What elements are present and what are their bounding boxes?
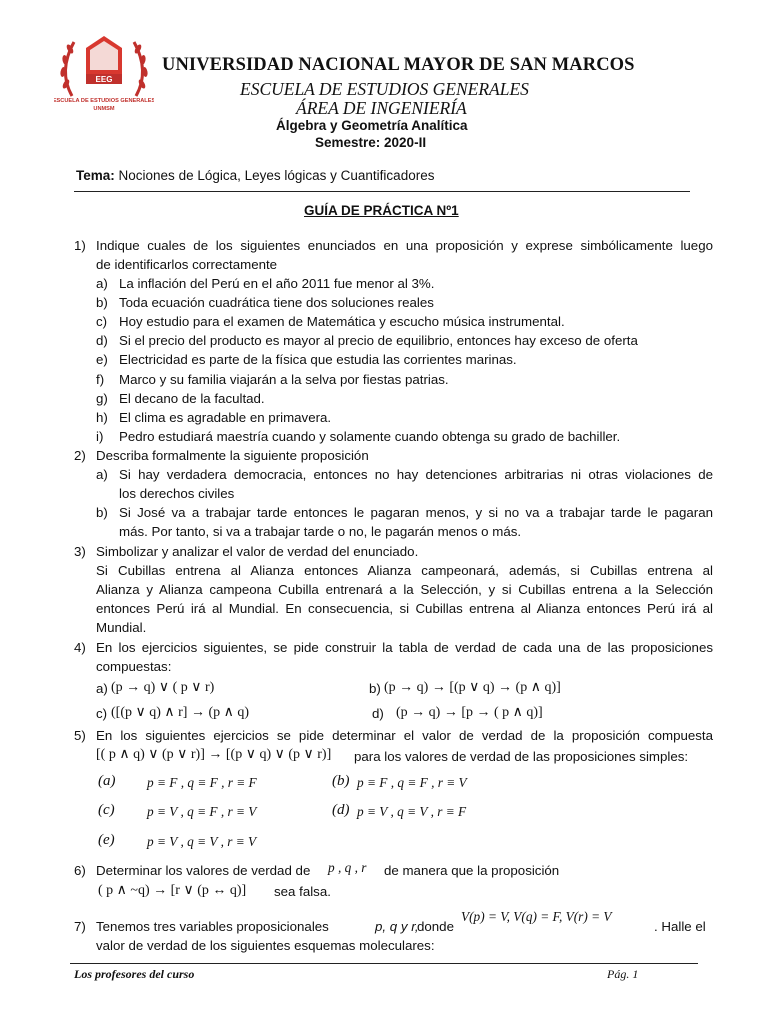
- logo-caption-unmsm: UNMSM: [93, 106, 115, 112]
- semester: Semestre: 2020-II: [315, 135, 427, 150]
- q2-b: [119, 504, 713, 521]
- q6-text-3: sea falsa.: [274, 884, 331, 899]
- q4-d-key: d): [372, 706, 384, 721]
- q2-a-line1: Si hay verdadera democracia, entonces no hay detenciones arbitrarias ni otras violaciones de: [119, 467, 713, 482]
- page-number: Pág. 1: [607, 967, 639, 981]
- q1-number: 1): [74, 238, 86, 253]
- q5-case-key: (b): [332, 773, 350, 789]
- q1-text-line2: de identificarlos correctamente: [96, 257, 278, 272]
- q1-item: Hoy estudio para el examen de Matemática y escucho música instrumental.: [119, 314, 565, 329]
- q5-text-line2: para los valores de verdad de las proposiciones simples:: [354, 749, 689, 764]
- q4-b-formula: (p → q) → [(p ∨ q) → (p ∧ q)]: [384, 680, 561, 695]
- q5-number: 5): [74, 728, 86, 743]
- q2-a-line2: los derechos civiles: [119, 486, 235, 501]
- q6-formula: ( p ∧ ~q) → [r ∨ (p ↔ q)]: [98, 883, 247, 898]
- university-name: UNIVERSIDAD NACIONAL MAYOR DE SAN MARCOS: [162, 55, 635, 75]
- q1-item-key: d): [96, 333, 108, 348]
- q2-text: Describa formalmente la siguiente proposición: [96, 448, 369, 463]
- q6-vars: p , q , r: [328, 860, 367, 875]
- q5-case-values: p ≡ F , q ≡ F , r ≡ F: [147, 775, 257, 790]
- footer-divider: [70, 963, 698, 964]
- q1-item-key: a): [96, 276, 108, 291]
- q1-item-key: g): [96, 391, 108, 406]
- q1-item: El decano de la facultad.: [119, 391, 265, 406]
- q4-text: [96, 639, 713, 656]
- q1-item: Electricidad es parte de la física que estudia las corrientes marinas.: [119, 352, 517, 367]
- q4-text-line2: compuestas:: [96, 659, 172, 674]
- q4-c-formula: ([(p ∨ q) ∧ r] → (p ∧ q): [111, 705, 250, 720]
- q5-case-key: (d): [332, 802, 350, 818]
- q2-b-key: b): [96, 505, 108, 520]
- q3-para-line4: Mundial.: [96, 620, 147, 635]
- q4-a-key: a): [96, 681, 108, 696]
- q5-case-values: p ≡ V , q ≡ V , r ≡ V: [147, 834, 257, 849]
- q6-text-2: de manera que la proposición: [384, 863, 560, 878]
- q7-number: 7): [74, 919, 86, 934]
- q4-a-formula: (p → q) ∨ ( p ∨ r): [111, 680, 215, 695]
- topic-line: [76, 168, 434, 183]
- course-name: Álgebra y Geometría Analítica: [276, 118, 468, 133]
- q3-para: [96, 600, 713, 617]
- q7-text: Tenemos tres variables proposicionales: [96, 919, 329, 934]
- q1-text-line1: Indique cuales de los siguientes enunciados en una proposición y exprese simbólicamente luego: [96, 238, 713, 253]
- q1-item-key: f): [96, 372, 105, 387]
- q3-number: 3): [74, 544, 86, 559]
- q3-para: [96, 562, 713, 579]
- topic-label: Tema:: [76, 168, 115, 183]
- area-name: ÁREA DE INGENIERÍA: [296, 98, 467, 118]
- q1-item: El clima es agradable en primavera.: [119, 410, 332, 425]
- q4-b-key: b): [369, 681, 381, 696]
- q5-case-key: (e): [98, 832, 115, 848]
- q2-number: 2): [74, 448, 86, 463]
- q3-para-line1: Si Cubillas entrena al Alianza entonces Alianza campeonará, además, si Cubillas entrena al: [96, 563, 713, 578]
- q2-b-line1: Si José va a trabajar tarde entonces le pagaran menos, y si no va a trabajar tarde le pagaran: [119, 505, 713, 520]
- q5-case-values: p ≡ V , q ≡ F , r ≡ V: [147, 804, 257, 819]
- q5-case-key: (a): [98, 773, 116, 789]
- q1-item: Marco y su familia viajarán a la selva por fiestas patrias.: [119, 372, 449, 387]
- q1-item-key: c): [96, 314, 108, 329]
- school-name: ESCUELA DE ESTUDIOS GENERALES: [240, 79, 529, 99]
- school-logo: [54, 26, 154, 122]
- q1-item: Si el precio del producto es mayor al precio de equilibrio, entonces hay exceso de oferta: [119, 333, 638, 348]
- logo-caption: ESCUELA DE ESTUDIOS GENERALES: [54, 98, 154, 104]
- q3-para-line2: Alianza y Alianza campeona Cubilla entrenará a la Selección, y si Cubillas entrena a la Selección: [96, 582, 713, 597]
- q1-item-key: b): [96, 295, 108, 310]
- guide-title: GUÍA DE PRÁCTICA Nº1: [304, 203, 459, 218]
- logo-abbr: EEG: [95, 75, 113, 84]
- q7-text-donde: donde: [417, 919, 454, 934]
- q1-item: Pedro estudiará maestría cuando y solamente cuando obtenga su grado de bachiller.: [119, 429, 621, 444]
- topic-text: Nociones de Lógica, Leyes lógicas y Cuantificadores: [118, 168, 435, 183]
- q4-text-line1: En los ejercicios siguientes, se pide construir la tabla de verdad de cada una de las proposiciones: [96, 640, 713, 655]
- q1-item-key: h): [96, 410, 108, 425]
- q3-text: Simbolizar y analizar el valor de verdad del enunciado.: [96, 544, 419, 559]
- q1-item: Toda ecuación cuadrática tiene dos soluciones reales: [119, 295, 434, 310]
- footer-authors: Los profesores del curso: [74, 967, 195, 981]
- header-divider: [74, 191, 690, 192]
- q7-text-halle: . Halle el: [654, 919, 706, 934]
- q3-para: [96, 581, 713, 598]
- q2-a: [119, 466, 713, 483]
- q2-a-key: a): [96, 467, 108, 482]
- q1-item-key: e): [96, 352, 108, 367]
- q6-text: Determinar los valores de verdad de: [96, 863, 311, 878]
- q1-item: La inflación del Perú en el año 2011 fue menor al 3%.: [119, 276, 435, 291]
- q5-case-values: p ≡ F , q ≡ F , r ≡ V: [357, 775, 467, 790]
- q2-b-line2: más. Por tanto, si va a trabajar tarde o no, le pagarán menos o más.: [119, 524, 522, 539]
- q7-formula: V(p) = V, V(q) = F, V(r) = V: [461, 909, 612, 924]
- q5-case-values: p ≡ V , q ≡ V , r ≡ F: [357, 804, 467, 819]
- q7-vars: p, q y r,: [375, 919, 419, 934]
- q1-text: [96, 237, 713, 254]
- q4-d-formula: (p → q) → [p → ( p ∧ q)]: [396, 705, 543, 720]
- q5-formula: [( p ∧ q) ∨ (p ∨ r)] → [(p ∨ q) ∨ (p ∨ r)]: [96, 747, 332, 762]
- q5-text-line1: En los siguientes ejercicios se pide determinar el valor de verdad de la proposición compuesta: [96, 728, 713, 743]
- q3-para-line3: entonces Perú irá al Mundial. En consecuencia, si Cubillas entrena al Alianza entonces Perú irá al: [96, 601, 713, 616]
- q4-c-key: c): [96, 706, 108, 721]
- q6-number: 6): [74, 863, 86, 878]
- q5-text: [96, 727, 713, 744]
- q1-item-key: i): [96, 429, 104, 444]
- q7-text-line2: valor de verdad de los siguientes esquemas moleculares:: [96, 938, 435, 953]
- q5-case-key: (c): [98, 802, 115, 818]
- q4-number: 4): [74, 640, 86, 655]
